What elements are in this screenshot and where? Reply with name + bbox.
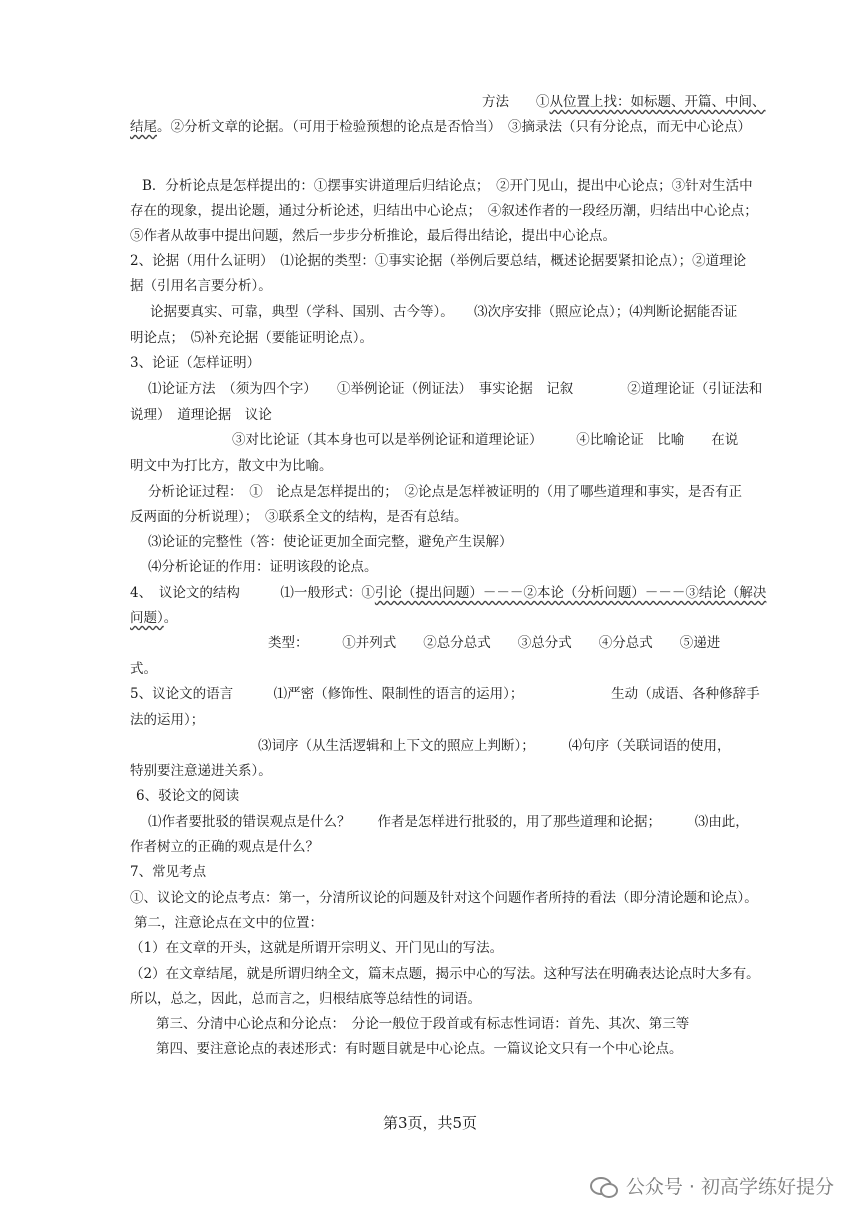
text-line: 方法 ①从位置上找：如标题、开篇、中间、 bbox=[482, 94, 766, 110]
text-line: 3、论证（怎样证明） bbox=[130, 355, 261, 371]
text-line: 明文中为打比方，散文中为比喻。 bbox=[130, 458, 333, 474]
text-line: ⑤作者从故事中提出问题，然后一步步分析推论，最后得出结论，提出中心论点。 bbox=[130, 228, 616, 244]
text-line: ⑴作者要批驳的错误观点是什么？ 作者是怎样进行批驳的，用了那些道理和论据； ⑶由此， bbox=[148, 814, 749, 830]
text-line: ⑷分析论证的作用：证明该段的论点。 bbox=[148, 559, 378, 575]
text-line: 第三、分清中心论点和分论点： 分论一般位于段首或有标志性词语：首先、其次、第三等 bbox=[156, 1016, 690, 1032]
watermark bbox=[590, 1172, 834, 1199]
text-line: 据（引用名言要分析）。 bbox=[130, 278, 272, 294]
text-line: 问题）。 bbox=[130, 610, 178, 626]
text-line: 结尾。②分析文章的论据。（可用于检验预想的论点是否恰当） ③摘录法（只有分论点，而无中心论点） bbox=[130, 119, 751, 135]
text-line: 反两面的分析说理）； ③联系全文的结构，是否有总结。 bbox=[130, 509, 468, 525]
text-line: 式。 bbox=[130, 661, 157, 677]
page-number: 第3页，共5页 bbox=[382, 1114, 478, 1132]
text-line: 类型： ①并列式 ②总分总式 ③总分式 ④分总式 ⑤递进 bbox=[268, 635, 721, 651]
text-line: 存在的现象，提出论题，通过分析论述，归结出中心论点； ④叙述作者的一段经历潮，归结出中心论点； bbox=[130, 203, 758, 219]
text-line: ⑴论证方法 （须为四个字） ①举例论证（例证法） 事实论据 记叙 ②道理论证（引证法和 bbox=[148, 381, 763, 397]
text-line: B．分析论点是怎样提出的：①摆事实讲道理后归结论点； ②开门见山，提出中心论点；③针对生活中 bbox=[142, 178, 753, 194]
text-line: 第四、要注意论点的表述形式：有时题目就是中心论点。一篇议论文只有一个中心论点。 bbox=[156, 1041, 683, 1057]
text-line: 特别要注意递进关系）。 bbox=[130, 763, 272, 779]
text-line: （1）在文章的开头，这就是所谓开宗明义、开门见山的写法。 bbox=[130, 940, 504, 956]
text-line: ③对比论证（其本身也可以是举例论证和道理论证） ④比喻论证 比喻 在说 bbox=[232, 432, 739, 448]
text-line: 法的运用）； bbox=[130, 712, 205, 728]
text-line: 5、议论文的语言 ⑴严密（修饰性、限制性的语言的运用）； 生动（成语、各种修辞手 bbox=[130, 686, 760, 702]
text-line: 明论点； ⑸补充论据（要能证明论点）。 bbox=[130, 330, 373, 346]
text-line: 分析论证过程： ① 论点是怎样提出的； ②论点是怎样被证明的（用了哪些道理和事实，是否有正 bbox=[148, 484, 742, 500]
text-line: 所以，总之，因此，总而言之，归根结底等总结性的词语。 bbox=[130, 991, 481, 1007]
wechat-icon bbox=[590, 1175, 618, 1197]
text-line: 作者树立的正确的观点是什么？ bbox=[130, 839, 319, 855]
text-line: 7、常见考点 bbox=[130, 864, 207, 880]
watermark-text: 公众号 · 初高学练好提分 bbox=[625, 1176, 834, 1198]
text-line: 论据要真实、可靠，典型（学科、国别、古今等）。 ⑶次序安排（照应论点）；⑷判断论据能否证 bbox=[150, 304, 738, 320]
text-line: 4、 议论文的结构 ⑴一般形式：①引论（提出问题）－－－②本论（分析问题）－－－③结论（解决 bbox=[130, 585, 767, 601]
text-line: 说理） 道理论据 议论 bbox=[130, 407, 272, 423]
text-line: 第二，注意论点在文中的位置： bbox=[134, 915, 323, 931]
text-line: （2）在文章结尾，就是所谓归纳全文，篇末点题，揭示中心的写法。这种写法在明确表达论点时大多有。 bbox=[130, 966, 760, 982]
text-line: ⑶论证的完整性（答：使论证更加全面完整，避免产生误解） bbox=[148, 534, 513, 550]
text-line: ①、议论文的论点考点：第一，分清所议论的问题及针对这个问题作者所持的看法（即分清论题和论点）。 bbox=[130, 890, 758, 906]
text-line: ⑶词序（从生活逻辑和上下文的照应上判断）； ⑷句序（关联词语的使用， bbox=[258, 738, 731, 754]
text-line: 6、驳论文的阅读 bbox=[136, 788, 240, 804]
text-line: 2、论据（用什么证明） ⑴论据的类型：①事实论据（举例后要总结，概述论据要紧扣论点）；②道理论 bbox=[130, 253, 747, 269]
